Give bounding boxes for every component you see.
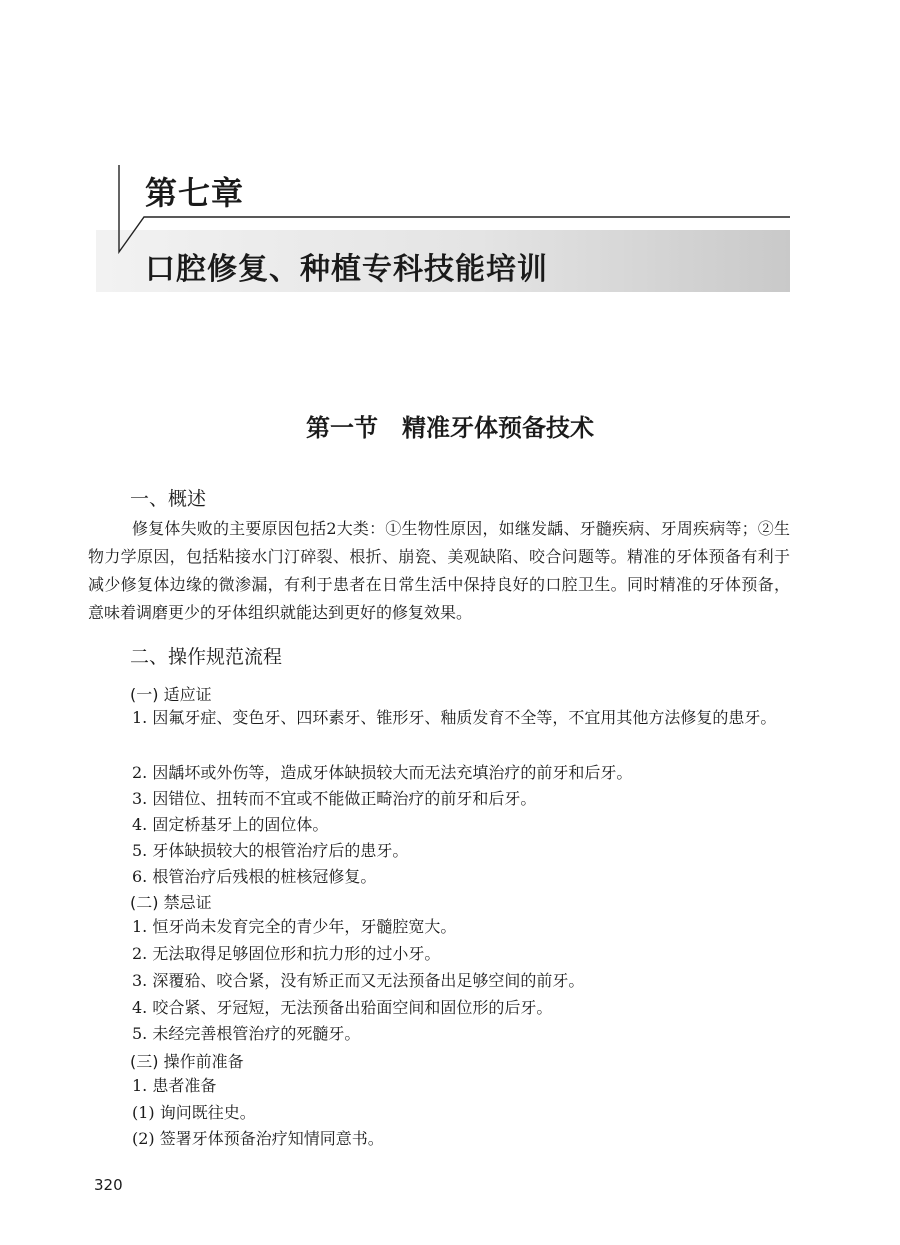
list-item: (1) 询问既往史。 <box>132 1103 256 1122</box>
list-item: (2) 签署牙体预备治疗知情同意书。 <box>132 1129 384 1148</box>
list-item: 1. 恒牙尚未发育完全的青少年，牙髓腔宽大。 <box>132 917 457 936</box>
page-number: 320 <box>94 1176 123 1194</box>
list-item: 5. 牙体缺损较大的根管治疗后的患牙。 <box>132 841 409 860</box>
list-item: 5. 未经完善根管治疗的死髓牙。 <box>132 1024 361 1043</box>
procedure-heading: 二、操作规范流程 <box>130 646 283 668</box>
chapter-title: 口腔修复、种植专科技能培训 <box>145 252 548 287</box>
list-item: 3. 因错位、扭转而不宜或不能做正畸治疗的前牙和后牙。 <box>132 789 537 808</box>
section-title: 第一节 精准牙体预备技术 <box>306 414 594 442</box>
list-item: 6. 根管治疗后残根的桩核冠修复。 <box>132 867 377 886</box>
indications-heading: (一) 适应证 <box>130 685 212 704</box>
list-item: 3. 深覆𬌗、咬合紧，没有矫正而又无法预备出足够空间的前牙。 <box>132 971 585 990</box>
overview-heading: 一、概述 <box>130 488 207 510</box>
list-item: 2. 无法取得足够固位形和抗力形的过小牙。 <box>132 944 441 963</box>
chapter-number: 第七章 <box>145 174 245 212</box>
preparation-heading: (三) 操作前准备 <box>130 1052 244 1071</box>
list-item: 4. 固定桥基牙上的固位体。 <box>132 815 329 834</box>
chapter-banner <box>0 0 900 300</box>
list-item: 4. 咬合紧、牙冠短，无法预备出𬌗面空间和固位形的后牙。 <box>132 998 553 1017</box>
list-item: 1. 因氟牙症、变色牙、四环素牙、锥形牙、釉质发育不全等，不宜用其他方法修复的患牙。 <box>132 708 777 727</box>
list-item: 2. 因龋坏或外伤等，造成牙体缺损较大而无法充填治疗的前牙和后牙。 <box>132 763 633 782</box>
list-item: 1. 患者准备 <box>132 1076 217 1095</box>
contraindications-heading: (二) 禁忌证 <box>130 893 212 912</box>
overview-paragraph: 修复体失败的主要原因包括2大类：①生物性原因，如继发龋、牙髓疾病、牙周疾病等；②生物力学原因，包括粘接水门汀碎裂、根折、崩瓷、美观缺陷、咬合问题等。精准的牙体预备有利于减少修复体边缘的微渗漏，有利于患者在日常生活中保持良好的口腔卫生。同时精准的牙体预备，意味着调磨更少的牙体组织就能达到更好的修复效果。 <box>88 519 790 622</box>
